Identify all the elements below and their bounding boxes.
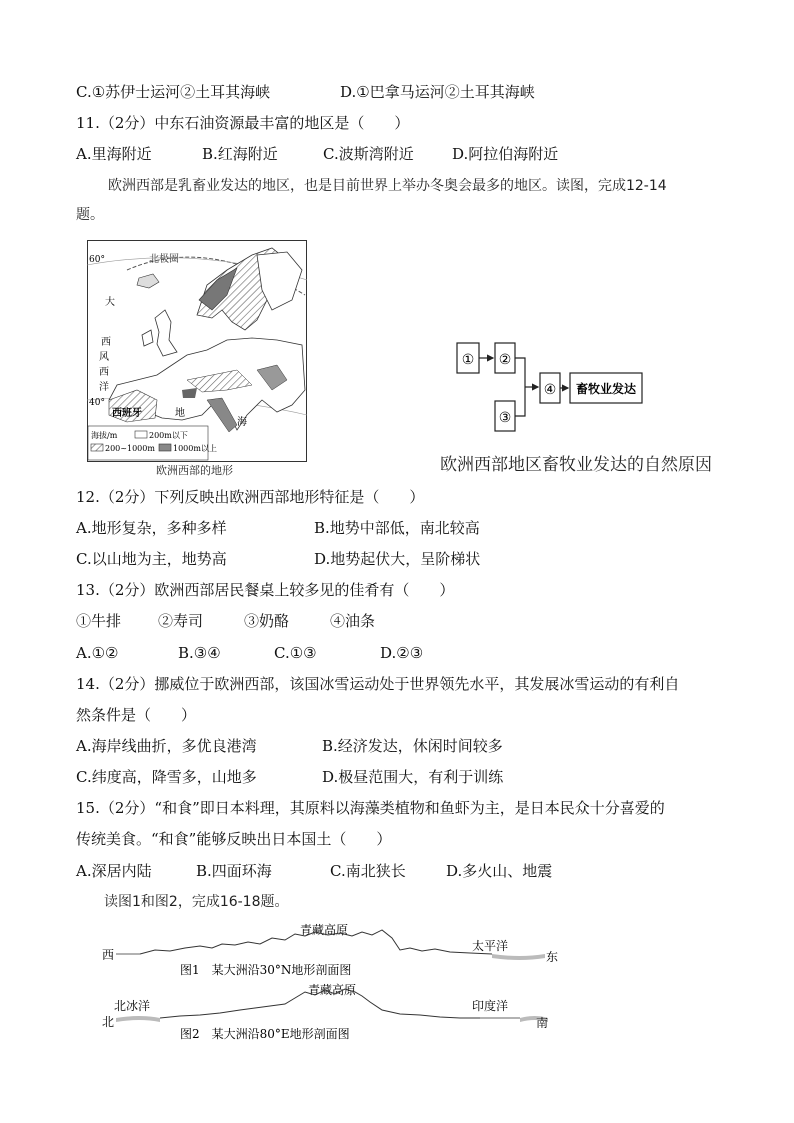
profile-figure-1	[100, 918, 560, 976]
fig2-north: 北	[102, 1015, 115, 1029]
q12-option-b: B.地势中部低，南北较高	[314, 519, 480, 537]
q13-item-2: ②寿司	[158, 612, 204, 630]
q11-option-a: A.里海附近	[76, 145, 152, 163]
legend-swatch-high	[159, 444, 171, 451]
map-label-xi: 西	[101, 337, 111, 348]
fig1-plateau: 青藏高原	[300, 923, 349, 937]
q10-option-d: D.①巴拿马运河②土耳其海峡	[340, 83, 535, 101]
map-legend-1: 200m以下	[149, 431, 188, 440]
map-label-hai: 海	[237, 417, 247, 428]
q14-stem-line1: 14.（2分）挪威位于欧洲西部，该国冰雪运动处于世界领先水平，其发展冰雪运动的有利自	[76, 675, 680, 693]
q14-option-c: C.纬度高，降雪多，山地多	[76, 768, 257, 786]
intro-12-14-line2: 题。	[76, 207, 104, 223]
fig1-east: 东	[546, 950, 559, 964]
q15-option-c: C.南北狭长	[330, 862, 406, 880]
q14-option-a: A.海岸线曲折，多优良港湾	[76, 737, 257, 755]
map-label-da: 大	[105, 297, 115, 308]
map-arctic-label: 北极圈	[149, 254, 179, 265]
map-label-di: 地	[175, 408, 185, 419]
legend-swatch-low	[135, 431, 147, 438]
flow-caption: 欧洲西部地区畜牧业发达的自然原因	[440, 455, 712, 475]
q11-option-b: B.红海附近	[202, 145, 278, 163]
map-legend-3: 1000m以上	[173, 444, 217, 453]
map-label-spain: 西班牙	[112, 408, 142, 419]
europe-terrain-map	[87, 240, 307, 462]
q11-option-d: D.阿拉伯海附近	[452, 145, 559, 163]
q14-option-d: D.极昼范围大，有利于训练	[322, 768, 504, 786]
q12-option-d: D.地势起伏大，呈阶梯状	[314, 550, 481, 568]
q11-stem: 11.（2分）中东石油资源最丰富的地区是（ ）	[76, 114, 410, 132]
intro-16-18: 读图1和图2，完成16-18题。	[104, 894, 289, 910]
q13-item-3: ③奶酪	[244, 612, 290, 630]
fig1-ocean: 太平洋	[472, 939, 509, 953]
profile-figure-2	[100, 980, 560, 1042]
q13-option-b: B.③④	[178, 644, 221, 662]
q15-stem-line2: 传统美食。“和食”能够反映出日本国土（ ）	[76, 830, 392, 848]
flow-n3: ③	[498, 410, 512, 426]
q14-stem-line2: 然条件是（ ）	[76, 706, 197, 724]
q12-stem: 12.（2分）下列反映出欧洲西部地形特征是（ ）	[76, 488, 425, 506]
q12-option-a: A.地形复杂，多种多样	[76, 519, 227, 537]
flow-n1: ①	[461, 352, 475, 368]
flow-result: 畜牧业发达	[575, 382, 637, 396]
map-lat60: 60°	[89, 255, 105, 265]
intro-12-14-line1: 欧洲西部是乳畜业发达的地区，也是目前世界上举办冬奥会最多的地区。读图，完成12-14	[108, 178, 667, 194]
map-caption: 欧洲西部的地形	[156, 464, 233, 477]
flow-n4: ④	[543, 382, 557, 398]
fig1-caption: 图1 某大洲沿30°N地形剖面图	[180, 963, 352, 976]
fig2-plateau: 青藏高原	[308, 983, 357, 997]
flow-n2: ②	[498, 352, 512, 368]
fig2-ocean-south: 印度洋	[472, 999, 509, 1013]
map-label-yang: 洋	[99, 382, 109, 393]
q13-option-c: C.①③	[274, 644, 317, 662]
map-legend-2: 200~1000m	[105, 444, 155, 453]
fig1-west: 西	[102, 948, 115, 962]
fig2-caption: 图2 某大洲沿80°E地形剖面图	[180, 1027, 350, 1041]
q11-option-c: C.波斯湾附近	[323, 145, 414, 163]
q13-item-4: ④油条	[330, 612, 376, 630]
q15-option-a: A.深居内陆	[76, 862, 152, 880]
q13-option-d: D.②③	[380, 644, 424, 662]
q15-stem-line1: 15.（2分）“和食”即日本料理，其原料以海藻类植物和鱼虾为主，是日本民众十分喜爱的	[76, 799, 665, 817]
q12-option-c: C.以山地为主，地势高	[76, 550, 227, 568]
q14-option-b: B.经济发达，休闲时间较多	[322, 737, 503, 755]
map-legend-title: 海拔/m	[91, 431, 118, 440]
q13-stem: 13.（2分）欧洲西部居民餐桌上较多见的佳肴有（ ）	[76, 581, 455, 599]
fig2-south: 南	[536, 1016, 549, 1030]
map-label-feng: 风	[99, 352, 109, 363]
q13-option-a: A.①②	[76, 644, 119, 662]
legend-swatch-mid	[91, 444, 103, 451]
map-lat40: 40°	[89, 398, 105, 408]
q15-option-b: B.四面环海	[196, 862, 272, 880]
map-label-xi2: 西	[99, 367, 109, 378]
q15-option-d: D.多火山、地震	[446, 862, 553, 880]
fig2-ocean-north: 北冰洋	[114, 999, 151, 1013]
q13-item-1: ①牛排	[76, 612, 122, 630]
flow-diagram	[455, 337, 645, 447]
q10-option-c: C.①苏伊士运河②土耳其海峡	[76, 83, 271, 101]
